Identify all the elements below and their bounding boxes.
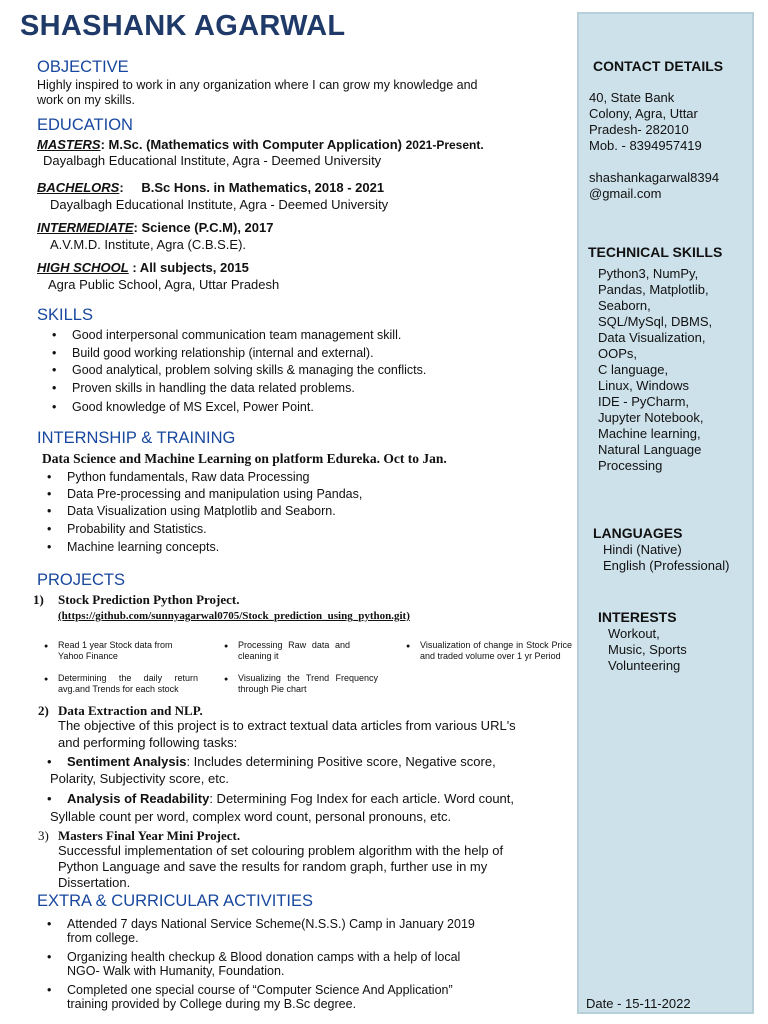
project-1-link[interactable]: (https://github.com/sunnyagarwal0705/Stock_prediction_using_python.git): [58, 610, 410, 622]
project-1-number: 1): [33, 592, 44, 607]
document-date: Date - 15-11-2022: [586, 996, 691, 1011]
contact-heading: CONTACT DETAILS: [593, 58, 724, 74]
languages-list: Hindi (Native) English (Professional): [603, 542, 730, 573]
extra-item-2: • Organizing health checkup & Blood donation camps with a help of local: [67, 950, 460, 964]
list-item: • Machine learning concepts.: [67, 540, 362, 557]
interests-list: Workout, Music, Sports Volunteering: [608, 626, 687, 673]
list-item: • Proven skills in handling the data related problems.: [72, 381, 426, 400]
list-item: • Python fundamentals, Raw data Processing: [67, 470, 362, 487]
extra-item-1-line-2: from college.: [67, 931, 139, 945]
list-item: • Data Visualization using Matplotlib and Seaborn.: [67, 504, 362, 522]
education-bachelors-institute: Dayalbagh Educational Institute, Agra - Deemed University: [50, 197, 389, 212]
project-2-number: 2): [38, 703, 49, 718]
list-item: • Build good working relationship (internal and external).: [72, 346, 426, 363]
contact-address: 40, State Bank Colony, Agra, Uttar Pradesh- 282010 Mob. - 8394957419: [589, 90, 702, 153]
list-item: • Good analytical, problem solving skills & managing the conflicts.: [72, 363, 426, 381]
project-1-point: ● Processing Raw data and cleaning it: [238, 640, 350, 662]
education-highschool: HIGH SCHOOL : All subjects, 2015: [37, 260, 249, 275]
project-1-point: ● Visualizing the Trend Frequency through Pie chart: [238, 673, 378, 695]
projects-heading: PROJECTS: [37, 571, 126, 589]
project-2-readability: • Analysis of Readability: Determining Fog Index for each article. Word count,: [67, 791, 514, 806]
internship-heading: INTERNSHIP & TRAINING: [37, 429, 236, 447]
extra-item-1: • Attended 7 days National Service Scheme(N.S.S.) Camp in January 2019: [67, 917, 475, 931]
internship-list: [67, 470, 362, 557]
extra-item-3: • Completed one special course of “Computer Science And Application”: [67, 983, 453, 997]
project-3-number: 3): [38, 828, 49, 843]
project-3-title: Masters Final Year Mini Project.: [58, 828, 241, 843]
project-2-description-line-1: The objective of this project is to extract textual data articles from various URL's: [58, 718, 516, 733]
education-intermediate-institute: A.V.M.D. Institute, Agra (C.B.S.E).: [50, 237, 247, 252]
contact-email: shashankagarwal8394 @gmail.com: [589, 170, 720, 201]
project-2-title: Data Extraction and NLP.: [58, 703, 203, 718]
education-bachelors: BACHELORS: B.Sc Hons. in Mathematics, 2018 - 2021: [37, 180, 385, 195]
extra-item-2-line-2: NGO- Walk with Humanity, Foundation.: [67, 964, 285, 978]
list-item: • Probability and Statistics.: [67, 522, 362, 540]
candidate-name: SHASHANK AGARWAL: [20, 10, 346, 42]
project-2-description-line-2: and performing following tasks:: [58, 735, 238, 750]
extra-item-3-line-2: training provided by College during my B.Sc degree.: [67, 997, 357, 1011]
education-intermediate: INTERMEDIATE: Science (P.C.M), 2017: [37, 220, 274, 235]
interests-heading: INTERESTS: [598, 609, 677, 625]
project-2-readability-line-2: Syllable count per word, complex word count, personal pronouns, etc.: [50, 809, 452, 824]
project-1-point: ● Visualization of change in Stock Price and traded volume over 1 yr Period: [420, 640, 572, 662]
sidebar-panel: [577, 12, 754, 1014]
languages-heading: LANGUAGES: [593, 525, 683, 541]
education-heading: EDUCATION: [37, 116, 133, 134]
project-1-point: ● Read 1 year Stock data from Yahoo Finance: [58, 640, 198, 662]
list-item: • Data Pre-processing and manipulation using Pandas,: [67, 487, 362, 504]
objective-line-1: Highly inspired to work in any organization where I can grow my knowledge and: [37, 78, 478, 92]
project-1-title: Stock Prediction Python Project.: [58, 592, 240, 607]
education-highschool-institute: Agra Public School, Agra, Uttar Pradesh: [48, 277, 280, 292]
project-3-line-2: Python Language and save the results for random graph, further use in my: [58, 859, 488, 874]
project-1-point: ● Determining the daily return avg.and Trends for each stock: [58, 673, 198, 695]
skills-heading: SKILLS: [37, 306, 93, 324]
education-masters-institute: Dayalbagh Educational Institute, Agra - Deemed University: [43, 153, 382, 168]
education-masters: MASTERS: M.Sc. (Mathematics with Computer Application) 2021-Present.: [37, 137, 484, 152]
extra-curricular-heading: EXTRA & CURRICULAR ACTIVITIES: [37, 892, 313, 910]
list-item: • Good knowledge of MS Excel, Power Point.: [72, 400, 426, 418]
list-item: • Good interpersonal communication team management skill.: [72, 328, 426, 346]
project-3-line-1: Successful implementation of set colouring problem algorithm with the help of: [58, 843, 504, 858]
technical-skills-heading: TECHNICAL SKILLS: [588, 244, 723, 260]
internship-title: Data Science and Machine Learning on platform Edureka. Oct to Jan.: [42, 451, 447, 466]
project-2-sentiment-line-2: Polarity, Subjectivity score, etc.: [50, 771, 229, 786]
project-2-sentiment: • Sentiment Analysis: Includes determining Positive score, Negative score,: [67, 754, 496, 769]
objective-heading: OBJECTIVE: [37, 58, 129, 76]
technical-skills-list: Python3, NumPy, Pandas, Matplotlib, Seaborn, SQL/MySql, DBMS, Data Visualization, OOPs, C language, Linux, Windows IDE - PyCharm, Jupyter Notebook, Machine learning, Natural Language Processing: [598, 266, 713, 473]
objective-line-2: work on my skills.: [37, 93, 135, 107]
skills-list: [72, 328, 426, 418]
project-3-line-3: Dissertation.: [58, 875, 131, 890]
